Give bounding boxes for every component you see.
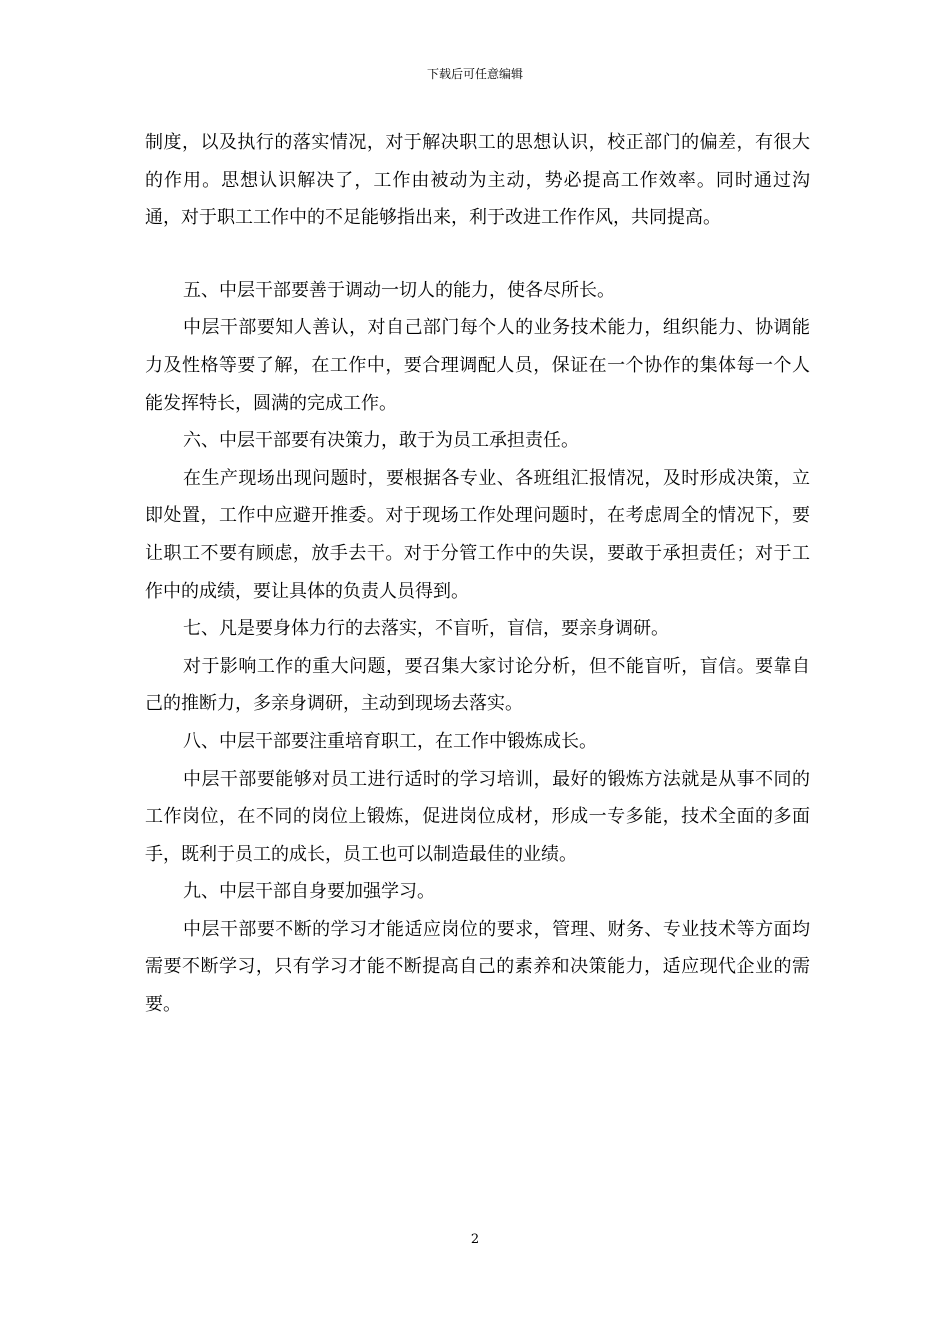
section-body-8: 中层干部要能够对员工进行适时的学习培训，最好的锻炼方法就是从事不同的工作岗位，在不同的岗位上锻炼，促进岗位成材，形成一专多能，技术全面的多面手，既利于员工的成长，员工也可以制造最佳的业绩。: [145, 768, 810, 865]
paragraph-gap: [145, 237, 810, 272]
section-heading-5: 五、中层干部要善于调动一切人的能力，使各尽所长。: [183, 279, 615, 301]
paragraph-continuation: 制度，以及执行的落实情况，对于解决职工的思想认识，校正部门的偏差，有很大的作用。思想认识解决了，工作由被动为主动，势必提高工作效率。同时通过沟通，对于职工工作中的不足能够指出来，利于改进工作作风，共同提高。: [145, 132, 810, 229]
section-heading-9: 九、中层干部自身要加强学习。: [183, 881, 435, 903]
document-body: [145, 124, 810, 1024]
section-body-7: 对于影响工作的重大问题，要召集大家讨论分析，但不能盲听，盲信。要靠自己的推断力，多亲身调研，主动到现场去落实。: [145, 655, 810, 715]
section-heading-8: 八、中层干部要注重培育职工，在工作中锻炼成长。: [183, 730, 597, 752]
section-heading-7: 七、凡是要身体力行的去落实，不盲听，盲信，要亲身调研。: [183, 618, 669, 640]
page-number: 2: [470, 1232, 480, 1247]
section-body-9: 中层干部要不断的学习才能适应岗位的要求，管理、财务、专业技术等方面均需要不断学习，只有学习才能不断提高自己的素养和决策能力，适应现代企业的需要。: [145, 918, 810, 1016]
section-body-6: 在生产现场出现问题时，要根据各专业、各班组汇报情况，及时形成决策，立即处置，工作中应避开推委。对于现场工作处理问题时，在考虑周全的情况下，要让职工不要有顾虑，放手去干。对于分管工作中的失误，要敢于承担责任；对于工作中的成绩，要让具体的负责人员得到。: [145, 467, 810, 602]
page-header: 下载后可任意编辑: [426, 67, 523, 81]
section-heading-6: 六、中层干部要有决策力，敢于为员工承担责任。: [183, 430, 579, 452]
section-body-5: 中层干部要知人善认，对自己部门每个人的业务技术能力，组织能力、协调能力及性格等要了解，在工作中，要合理调配人员，保证在一个协作的集体每一个人能发挥特长，圆满的完成工作。: [145, 317, 810, 414]
